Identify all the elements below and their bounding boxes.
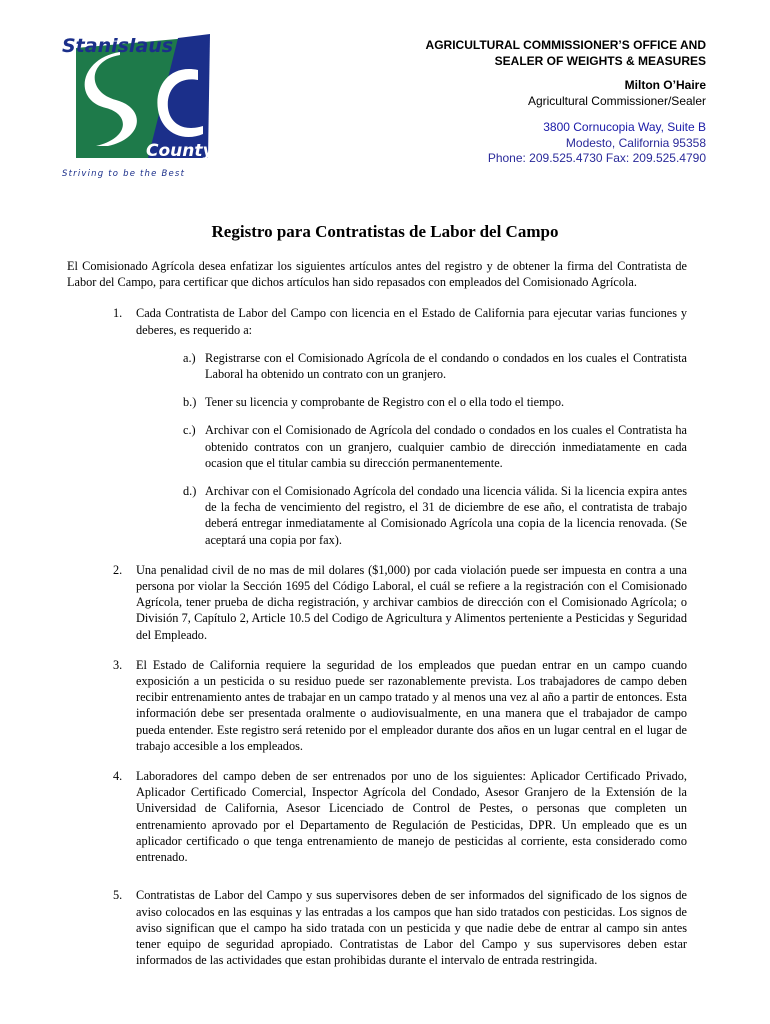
logo-bottom-text: County [146,141,214,161]
item-number: 1. [113,306,123,321]
item-text: El Estado de California requiere la seguridad de los empleados que puedan entrar en un campo cuando exposición a un pesticida o su residuo puede ser razonablemente prevista. Los trabajadores de campo deben recibir entrenamiento antes de trabajar en un campo tratado y al menos una vez al año a partir de entonces. Esta información debe ser presentada oralmente o audiovisualmente, en una manera que el trabajador de campo pueda entender. Este registro será retenido por el empleador durante dos años en un lugar central en el lugar de trabajo accesible a los empleados. [136,657,687,753]
commissioner-name: Milton O’Haire [624,78,706,92]
address-line1: 3800 Cornucopia Way, Suite B [543,120,706,134]
county-logo-graphic [58,30,218,180]
item-number: 5. [113,888,123,903]
sub-item-text: Archivar con el Comisionado de Agrícola del condado o condados en los cuales el Contratista ha obtenido contratos con un granjero, cualquier cambio de dirección inmediatamente en cada ocasion que el titular cambia su dirección permanentemente. [205,423,687,470]
address-line2: Modesto, California 95358 [565,135,706,150]
item-number: 2. [113,562,123,577]
logo-tagline: Striving to be the Best [62,169,186,179]
item-text: Laboradores del campo deben de ser entrenados por uno de los siguientes: Aplicador Certificado Privado, Aplicador Certificado Comercial, Inspector Agrícola del Condado, Asesor Granjero de la Extensión de la Universidad de California, Asesor Licenciado de Control de Pestes, o personas que completen un entrenamiento aprovado por el Departamento de Regulación de Pesticidas, DPR. Un empleado que es un aplicador certificado o que tenga entrenamiento de manejo de pesticidas al corriente, esta considerado como entrenado. [136,769,687,865]
sub-item-letter: c.) [183,423,196,438]
item-text: Cada Contratista de Labor del Campo con licencia en el Estado de California para ejecutar varias funciones y deberes, es requerido a: [136,306,687,337]
office-name-line2: SEALER OF WEIGHTS & MEASURES [494,53,706,68]
commissioner-role: Agricultural Commissioner/Sealer [527,93,706,108]
intro-paragraph: El Comisionado Agrícola desea enfatizar los siguientes artículos antes del registro y de obtener la firma del Contratista de Labor del Campo, para certificar que dichos artículos han sido repasados con empleados del Comisionado Agrícola. [67,259,687,290]
list-item-5 [67,887,687,968]
sub-item-text: Tener su licencia y comprobante de Registro con el o ella todo el tiempo. [205,395,565,410]
sub-item-text: Registrarse con el Comisionado Agrícola de el condando o condados en los cuales el Contratista Laboral ha obtenido un contrato con un granjero. [205,350,687,382]
item-number: 3. [113,657,123,672]
list-item-4 [67,768,687,865]
document-body [67,258,687,982]
list-item-1 [67,305,687,547]
item-number: 4. [113,769,123,784]
sub-item-c [136,422,687,471]
office-name-line1: AGRICULTURAL COMMISSIONER’S OFFICE AND [425,38,706,52]
sub-item-a [136,350,687,382]
list-item-2 [67,562,687,643]
item-text: Contratistas de Labor del Campo y sus supervisores deben de ser informados del significado de los signos de aviso colocados en las esquinas y las entradas a los campos que han sido tratados con pesticidas. Los signos de aviso significan que el campo ha sido tratada con un pesticida y que nadie debe de entrar al campo sin antes tener equipo de seguridad apropiado. Contratistas de Labor del Campo y sus supervisores deben estar informados de las actividades que estan prohibidas durante el intervalo de entrada restringida. [136,888,687,968]
office-header [426,38,706,167]
logo-top-text: Stanislaus [62,35,174,57]
document-title: Registro para Contratistas de Labor del Campo [211,222,559,241]
sub-item-letter: b.) [183,395,197,410]
sub-item-text: Archivar con el Comisionado Agrícola del condado una licencia válida. Si la licencia expira antes de la fecha de vencimiento del registro, el 31 de diciembre de ese año, el contratista de trabajo deberá entregar inmediatamente al Comisionado Agrícola una copia de la licencia renovada. (Se aceptará una copia por fax). [205,484,687,547]
sub-item-d [136,483,687,548]
county-logo [58,30,218,180]
item-text: Una penalidad civil de no mas de mil dolares ($1,000) por cada violación puede ser impuesta en contra a una persona por violar la Sección 1695 del Código Laboral, el cuál se refiere a la registración con el Comisionado Agrícola, tener prueba de dicha registración, y archivar cambios de dirección con el Comisionado Agrícola; o División 7, Capítulo 2, Article 10.5 del Codigo de Agricultura y Alimentos perteniente a Pesticidas y Seguridad del Empleado. [136,562,687,642]
sub-item-letter: d.) [183,484,197,499]
list-item-3 [67,657,687,754]
phone-fax: Phone: 209.525.4730 Fax: 209.525.4790 [487,151,706,165]
sub-item-letter: a.) [183,350,196,365]
sub-item-b [136,394,687,410]
